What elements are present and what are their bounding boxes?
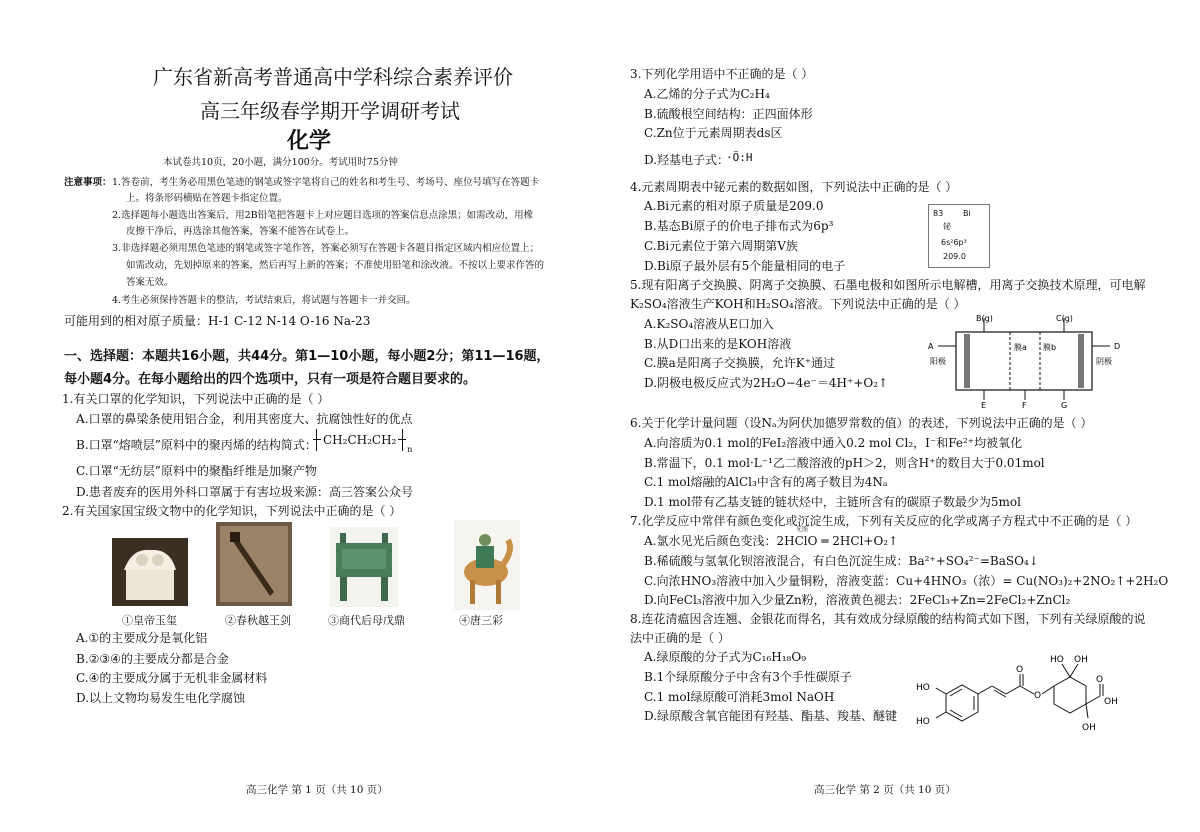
label-membrane-a: 膜a: [1014, 343, 1027, 352]
q2-option-a: A.①的主要成分是氧化铝: [76, 631, 208, 645]
q8-option-c: C.1 mol绿原酸可消耗3mol NaOH: [644, 690, 835, 704]
section-heading-line1: 一、选择题：本题共16小题，共44分。第1—10小题，每小题2分；第11—16题，: [64, 349, 550, 364]
element-symbol: Bi: [963, 209, 971, 218]
q4-option-b: B.基态Bi原子的价电子排布式为6p³: [644, 219, 834, 233]
label-c-gas: C(g): [1056, 314, 1073, 323]
notice-line: 3.非选择题必须用黑色笔迹的钢笔或签字笔作答，答案必须写在答题卡各题目指定区域内相应位置上；: [112, 243, 540, 254]
q5-option-a: A.K₂SO₄溶液从E口加入: [644, 317, 774, 331]
notice-line: 皮擦干净后，再选涂其他答案，答案不能答在试卷上。: [126, 226, 355, 237]
q1-stem: 1.有关口罩的化学知识，下列说法中正确的是（ ）: [62, 392, 330, 406]
notice-line: 上。将条形码横贴在答题卡指定位置。: [126, 193, 288, 204]
page-footer: 高三化学 第 2 页（共 10 页）: [814, 784, 956, 796]
label-g-port: G: [1061, 401, 1068, 410]
q6-option-b: B.常温下，0.1 mol·L⁻¹乙二酸溶液的pH＞2，则含H⁺的数目大于0.01mol: [644, 456, 1045, 470]
q5-option-d: D.阴极电极反应式为2H₂O−4e⁻＝4H⁺+O₂↑: [644, 376, 889, 390]
q3-option-a: A.乙烯的分子式为C₂H₄: [644, 87, 770, 101]
chlorogenic-acid-structure: [912, 640, 1144, 740]
notice-line: 1.答卷前，考生务必用黑色笔迹的钢笔或签字笔将自己的姓名和考生号、考场号、座位号填写在答题卡: [112, 177, 540, 188]
label-b-gas: B(g): [976, 314, 993, 323]
q7-option-d: D.向FeCl₃溶液中加入少量Zn粉，溶液黄色褪去：2FeCl₃+Zn=2FeCl₂+ZnCl₂: [644, 593, 1071, 607]
q4-stem: 4.元素周期表中铋元素的数据如图，下列说法中正确的是（ ）: [630, 180, 958, 194]
q1-option-b: B.口罩“熔喷层”原料中的聚丙烯的结构简式：: [76, 438, 317, 452]
q3-option-d: D.羟基电子式：: [644, 153, 730, 167]
subject-title: 化学: [287, 129, 332, 154]
label-ho-1: HO: [916, 683, 930, 693]
q5-option-b: B.从D口出来的是KOH溶液: [644, 337, 792, 351]
q3-option-b: B.硫酸根空间结构：正四面体形: [644, 107, 813, 121]
exam-title-line1: 广东省新高考普通高中学科综合素养评价: [153, 65, 513, 89]
label-anode: 阳极: [930, 357, 946, 366]
bismuth-element-card: [928, 204, 990, 268]
label-oh-bottom: OH: [1082, 723, 1096, 733]
q4-option-a: A.Bi元素的相对原子质量是209.0: [644, 199, 824, 213]
q7-option-b: B.稀硫酸与氢氧化钡溶液混合，有白色沉淀生成：Ba²⁺+SO₄²⁻=BaSO₄↓: [644, 554, 1039, 568]
notice-line: 答案无效。: [126, 277, 174, 288]
notice-label: 注意事项：: [64, 177, 112, 188]
atomic-mass: 209.0: [943, 252, 966, 261]
label-carbonyl-o: O: [1016, 665, 1024, 675]
q2-stem: 2.有关国家国宝级文物中的化学知识，下列说法中正确的是（ ）: [62, 504, 402, 518]
label-membrane-b: 膜b: [1043, 343, 1057, 352]
houmuwu-ding-image: [330, 527, 398, 607]
label-a-inlet: A: [928, 342, 934, 351]
q8-option-a: A.绿原酸的分子式为C₁₆H₁₈O₉: [644, 650, 807, 664]
q6-option-a: A.向溶质为0.1 mol的FeI₂溶液中通入0.2 mol Cl₂，I⁻和Fe²⁺均被氧化: [644, 436, 1023, 450]
element-name: 铋: [943, 222, 951, 231]
q8-stem-line2: 法中正确的是（ ）: [630, 631, 730, 645]
right-page: [628, 0, 1169, 832]
section-heading-line2: 每小题4分。在每小题给出的四个选项中，只有一项是符合题目要求的。: [64, 372, 477, 387]
hydroxyl-electron-formula: ·Ö:H: [726, 151, 753, 164]
q3-stem: 3.下列化学用语中不正确的是（ ）: [630, 67, 814, 81]
q2-option-d: D.以上文物均易发生电化学腐蚀: [76, 691, 246, 705]
q6-option-d: D.1 mol带有乙基支链的链状烃中，主链所含有的碳原子数最少为5mol: [644, 495, 1021, 509]
jade-seal-image: [112, 538, 188, 606]
q1-option-c: C.口罩“无纺层”原料中的聚酯纤维是加聚产物: [76, 464, 317, 478]
label-ester-o: O: [1034, 691, 1042, 701]
polymer-subscript: n: [407, 445, 413, 454]
q1-b-formula: [316, 429, 413, 454]
caption-ding: ③商代后母戊鼎: [328, 614, 405, 627]
q5-option-c: C.膜a是阳离子交换膜，允许K⁺通过: [644, 356, 836, 370]
q8-stem-line1: 8.连花清瘟因含连翘、金银花而得名，其有效成分绿原酸的结构简式如下图，下列有关绿原酸的说: [630, 612, 1146, 626]
caption-yue-sword: ②春秋越王剑: [225, 614, 291, 627]
q4-option-d: D.Bi原子最外层有5个能量相同的电子: [644, 259, 846, 273]
q3-option-c: C.Zn位于元素周期表ds区: [644, 126, 783, 140]
q5-stem-line2: K₂SO₄溶液生产KOH和H₂SO₄溶液。下列说法中正确的是（ ）: [630, 297, 966, 311]
exam-info: 本试卷共10页，20小题，满分100分。考试用时75分钟: [163, 157, 398, 168]
label-ho-ring: HO: [1050, 655, 1064, 665]
q7-a-condition: 光照: [796, 526, 809, 533]
exam-title-line2: 高三年级春学期开学调研考试: [200, 99, 460, 123]
q2-option-b: B.②③④的主要成分都是合金: [76, 652, 229, 666]
page-footer: 高三化学 第 1 页（共 10 页）: [246, 784, 388, 796]
atomic-masses: 可能用到的相对原子质量：H-1 C-12 N-14 O-16 Na-23: [64, 314, 371, 328]
q6-option-c: C.1 mol熔融的AlCl₃中含有的离子数目为4Nₐ: [644, 475, 888, 489]
label-f-port: F: [1022, 401, 1027, 410]
label-oh-ring: OH: [1074, 655, 1088, 665]
caption-sancai: ④唐三彩: [459, 614, 503, 627]
notice-line: 2.选择题每小题选出答案后，用2B铅笔把答题卡上对应题目选项的答案信息点涂黑；如需改动，用橡: [112, 210, 534, 221]
label-cooh-oh: OH: [1104, 697, 1118, 707]
q8-option-b: B.1个绿原酸分子中含有3个手性碳原子: [644, 670, 852, 684]
label-cooh-o: O: [1096, 675, 1104, 685]
q1-option-d: D.患者废弃的医用外科口罩属于有害垃圾来源：高三答案公众号: [76, 485, 414, 499]
label-e-port: E: [981, 401, 987, 410]
q7-option-a: A.氯水见光后颜色变浅：2HClO ═ 2HCl+O₂↑: [644, 534, 899, 548]
left-page: [60, 0, 580, 832]
q4-option-c: C.Bi元素位于第六周期第V族: [644, 239, 798, 253]
q7-stem: 7.化学反应中常伴有颜色变化或沉淀生成，下列有关反应的化学或离子方程式中不正确的是（ ）: [630, 514, 1138, 528]
polymer-repeat-unit: CH₂CH₂CH₂: [323, 433, 397, 447]
q5-stem-line1: 5.现有阳离子交换膜、阴离子交换膜、石墨电极和如图所示电解槽，用离子交换技术原理，可电解: [630, 278, 1146, 292]
yue-sword-image: [216, 522, 292, 606]
q7-option-c: C.向浓HNO₃溶液中加入少量铜粉，溶液变蓝：Cu+4HNO₃（浓）= Cu(NO₃)₂+2NO₂↑+2H₂O: [644, 574, 1169, 588]
electron-config: 6s²6p³: [941, 238, 967, 247]
label-cathode: 阴极: [1096, 357, 1112, 366]
atomic-number: 83: [933, 209, 944, 218]
q1-option-a: A.口罩的鼻梁条使用铝合金，利用其密度大、抗腐蚀性好的优点: [76, 412, 413, 426]
q8-option-d: D.绿原酸含氧官能团有羟基、酯基、羧基、醚键: [644, 709, 898, 723]
notice-line: 4.考生必须保持答题卡的整洁，考试结束后，将试题与答题卡一并交回。: [112, 295, 416, 306]
q6-stem: 6.关于化学计量问题（设Nₐ为阿伏加德罗常数的值）的表述，下列说法中正确的是（ ）: [630, 416, 1093, 430]
q2-option-c: C.④的主要成分属于无机非金属材料: [76, 671, 268, 685]
label-ho-2: HO: [916, 717, 930, 727]
notice-line: 如需改动，先划掉原来的答案，然后再写上新的答案；不准使用铅笔和涂改液。不按以上要求作答的: [126, 260, 545, 271]
tang-sancai-camel-image: [454, 520, 520, 610]
electrolysis-cell-diagram: [924, 312, 1124, 410]
label-d-outlet: D: [1114, 342, 1121, 351]
caption-jade-seal: ①皇帝玉玺: [122, 614, 177, 627]
